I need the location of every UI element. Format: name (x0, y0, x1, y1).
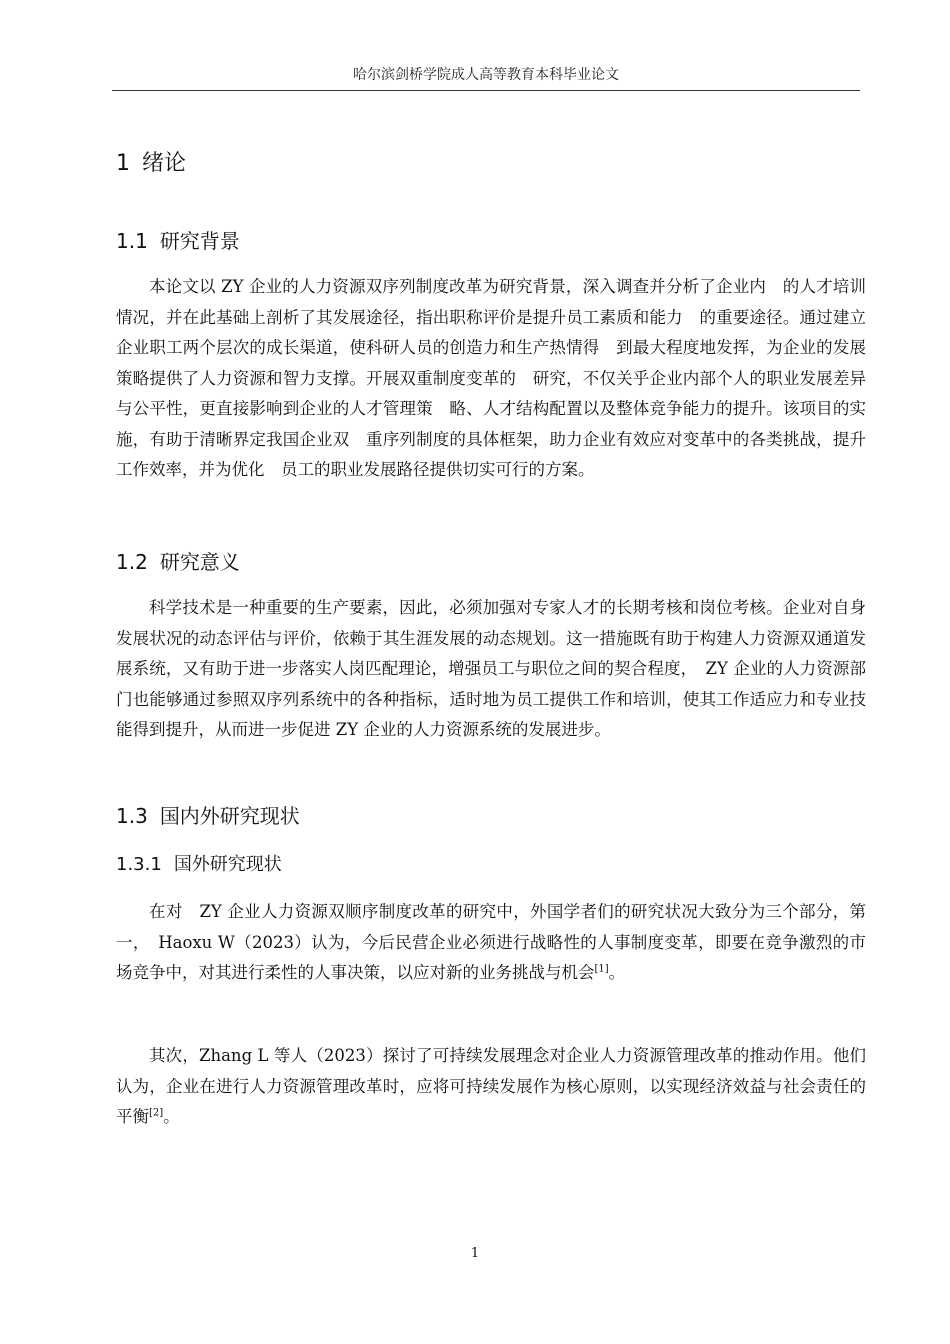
paragraph-end: 。 (608, 963, 626, 982)
chapter-heading (116, 148, 186, 180)
subsection-title: 国外研究现状 (173, 854, 282, 875)
paragraph-text: 在对 ZY 企业人力资源双顺序制度改革的研究中，外国学者们的研究状况大致分为三个部分，第一， Haoxu W（2023）认为，今后民营企业必须进行战略性的人事制度变革，即要在竞争激烈的市场竞争中，对其进行柔性的人事决策，以应对新的业务挑战与机会 (116, 902, 866, 982)
background-paragraph: 本论文以 ZY 企业的人力资源双序列制度改革为研究背景，深入调查并分析了企业内 的人才培训情况，并在此基础上剖析了其发展途径，指出职称评价是提升员工素质和能力 的重要途径。通过建立企业职工两个层次的成长渠道，使科研人员的创造力和生产热情得 到最大程度地发挥，为企业的发展策略提供了人力资源和智力支撑。开展双重制度变革的 研究，不仅关乎企业内部个人的职业发展差异与公平性，更直接影响到企业的人才管理策 略、人才结构配置以及整体竞争能力的提升。该项目的实施，有助于清晰界定我国企业双 重序列制度的具体框架，助力企业有效应对变革中的各类挑战，提升工作效率，并为优化 员工的职业发展路径提供切实可行的方案。 (116, 277, 866, 479)
chapter-title: 绪论 (142, 151, 187, 176)
page-header: 哈尔滨剑桥学院成人高等教育本科毕业论文 (353, 67, 619, 83)
citation-ref: [1] (594, 963, 609, 975)
paragraph-text: 其次，Zhang L 等人（2023）探讨了可持续发展理念对企业人力资源管理改革的推动作用。他们认为，企业在进行人力资源管理改革时，应将可持续发展作为核心原则，以实现经济效益与社会责任的平衡 (116, 1046, 866, 1126)
foreign-research-paragraph-1 (116, 897, 866, 989)
header-divider (112, 90, 860, 91)
section-heading-1-1 (116, 226, 240, 256)
section-number: 1.3 (116, 804, 148, 828)
section-number: 1.1 (116, 229, 148, 253)
section-number: 1.2 (116, 550, 148, 574)
citation-ref: [2] (149, 1107, 164, 1119)
chapter-number: 1 (116, 151, 130, 176)
subsection-heading-1-3-1 (116, 851, 282, 879)
subsection-number: 1.3.1 (116, 854, 162, 875)
significance-paragraph: 科学技术是一种重要的生产要素，因此，必须加强对专家人才的长期考核和岗位考核。企业对自身发展状况的动态评估与评价，依赖于其生涯发展的动态规划。这一措施既有助于构建人力资源双通道发展系统，又有助于进一步落实人岗匹配理论，增强员工与职位之间的契合程度， ZY 企业的人力资源部门也能够通过参照双序列系统中的各种指标，适时地为员工提供工作和培训，使其工作适应力和专业技能得到提升，从而进一步促进 ZY 企业的人力资源系统的发展进步。 (116, 598, 866, 739)
foreign-research-paragraph-2 (116, 1041, 866, 1133)
section-heading-1-2 (116, 547, 240, 577)
section-heading-1-3 (116, 801, 300, 831)
section-title: 研究背景 (159, 229, 240, 253)
page-number: 1 (470, 1246, 480, 1261)
paragraph-end: 。 (163, 1107, 180, 1126)
section-title: 研究意义 (159, 550, 240, 574)
section-title: 国内外研究现状 (159, 804, 300, 828)
